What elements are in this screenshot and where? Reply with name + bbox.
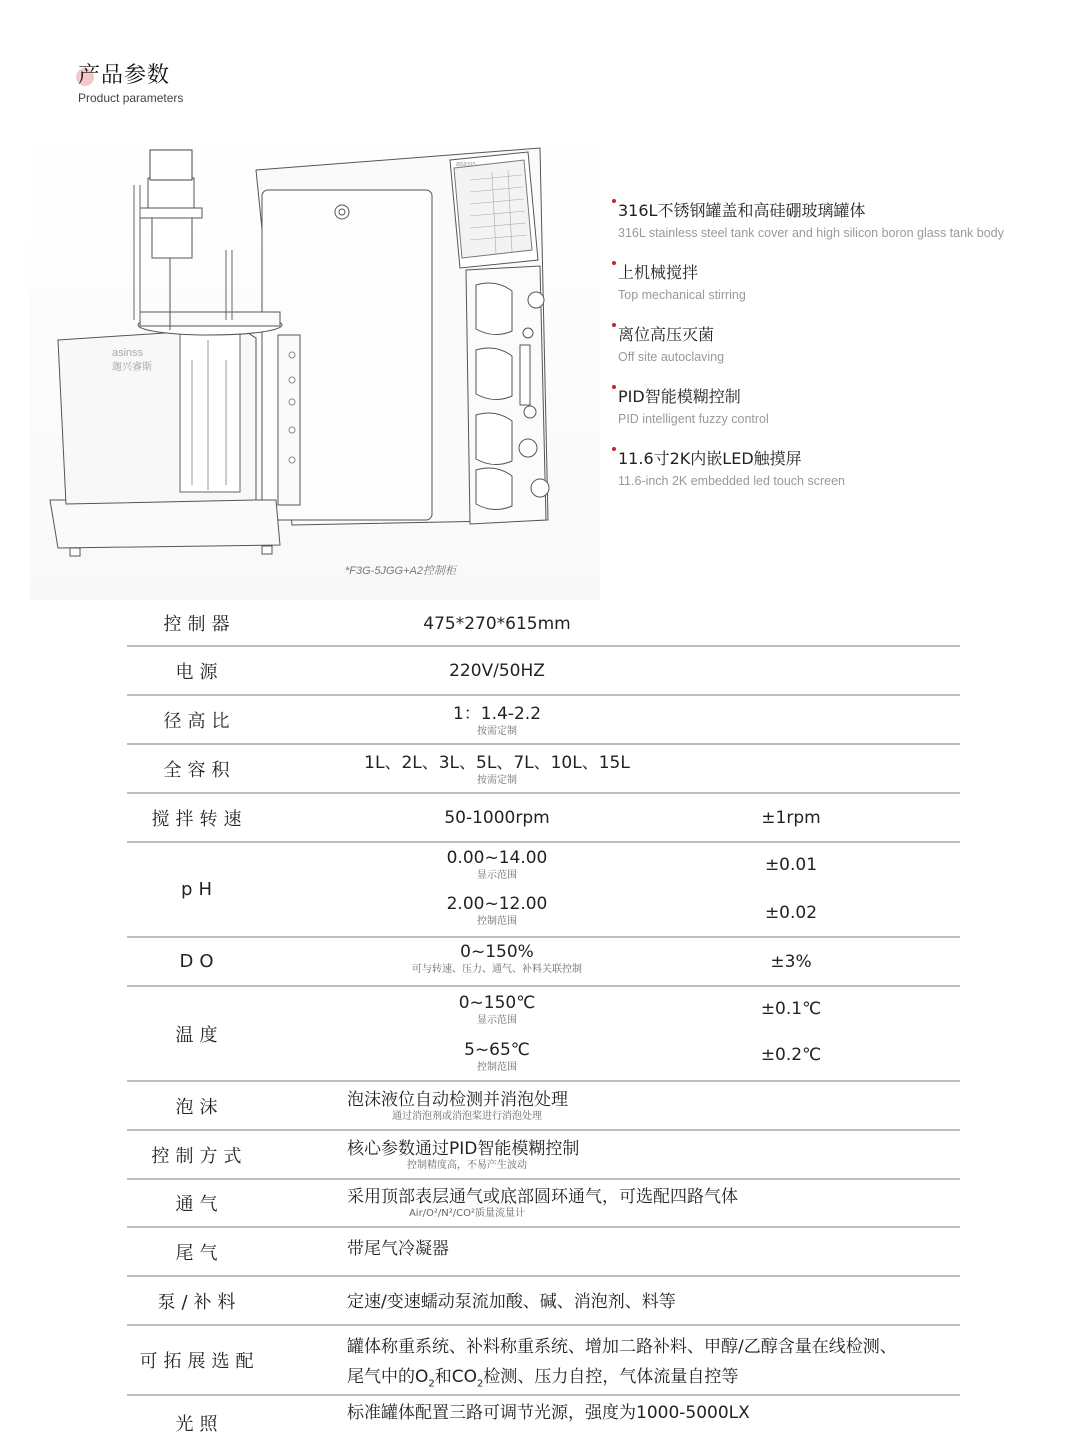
spec-accuracy: ±3% — [770, 952, 812, 972]
model-caption: *F3G-5JGG+A2控制柜 — [345, 565, 456, 577]
feature-desc: 11.6-inch 2K embedded led touch screen — [618, 474, 846, 488]
feature-item — [612, 322, 1004, 384]
bullet-dot — [612, 385, 616, 389]
spec-label: DO — [179, 951, 220, 972]
spec-row-pump — [127, 1277, 960, 1326]
spec-label: 控制器 — [163, 613, 236, 635]
spec-row-aeration — [127, 1180, 960, 1228]
feature-title: 11.6寸2K内嵌LED触摸屏 — [618, 449, 802, 468]
spec-row-controller — [127, 600, 960, 647]
spec-value: 0.00~14.00 显示范围 — [446, 848, 548, 881]
feature-item — [612, 384, 1004, 446]
spec-value: 1：1.4-2.2 按需定制 — [452, 704, 542, 737]
bioreactor-drawing — [30, 120, 600, 600]
bullet-dot — [612, 261, 616, 265]
spec-label: 搅拌转速 — [151, 808, 248, 830]
spec-value: 0~150% 可与转速、压力、通气、补料关联控制 — [412, 942, 582, 975]
spec-value: 2.00~12.00 控制范围 — [446, 894, 548, 927]
spec-value: 泡沫液位自动检测并消泡处理 通过消泡剂或消泡桨进行消泡处理 — [347, 1090, 568, 1122]
spec-value: 罐体称重系统、补料称重系统、增加二路补料、甲醇/乙醇含量在线检测、 尾气中的$O_2$和$CO_2$检测、压力自控，气体流量自控等 — [347, 1337, 897, 1390]
feature-desc: 316L stainless steel tank cover and high silicon boron glass tank body — [618, 226, 1004, 240]
feature-item — [612, 198, 1004, 260]
spec-label: 电源 — [175, 661, 224, 683]
spec-table — [127, 600, 960, 1436]
spec-value: 标准罐体配置三路可调节光源，强度为1000-5000LX — [347, 1403, 750, 1423]
spec-row-options — [127, 1326, 960, 1396]
brand-logo: asinss — [112, 347, 144, 359]
spec-value: 定速/变速蠕动泵流加酸、碱、消泡剂、料等 — [347, 1292, 676, 1312]
spec-row-do — [127, 938, 960, 987]
spec-label: 泡沫 — [175, 1096, 224, 1118]
product-illustration — [30, 120, 600, 600]
feature-desc: Off site autoclaving — [618, 350, 725, 364]
feature-item — [612, 446, 1004, 508]
bullet-dot — [612, 199, 616, 203]
bullet-dot — [612, 447, 616, 451]
bullet-dot — [612, 323, 616, 327]
spec-label: 温度 — [175, 1024, 224, 1046]
spec-label: 径高比 — [163, 710, 236, 732]
feature-title: 316L不锈钢罐盖和高硅硼玻璃罐体 — [618, 201, 866, 220]
spec-label: 控制方式 — [151, 1145, 248, 1167]
feature-title: 离位高压灭菌 — [618, 325, 715, 344]
spec-row-foam — [127, 1082, 960, 1131]
feature-desc: Top mechanical stirring — [618, 288, 746, 302]
spec-row-stirring — [127, 794, 960, 843]
spec-label: 尾气 — [175, 1242, 224, 1264]
feature-item — [612, 260, 1004, 322]
spec-row-light — [127, 1396, 960, 1436]
spec-value: 475*270*615mm — [423, 614, 571, 634]
feature-list — [612, 198, 1004, 508]
spec-label: 全容积 — [163, 759, 236, 781]
spec-value: 5~65℃ 控制范围 — [464, 1040, 530, 1073]
spec-accuracy: ±1rpm — [761, 808, 821, 828]
spec-label: 光照 — [175, 1414, 224, 1435]
section-header — [78, 58, 183, 105]
spec-label: pH — [181, 879, 218, 900]
brand-logo-cn: 迦兴睿斯 — [112, 362, 152, 373]
spec-row-ph — [127, 843, 960, 938]
brand-logo-cabinet: asinss — [456, 161, 476, 168]
spec-accuracy: ±0.2℃ — [760, 1045, 822, 1065]
spec-row-volume — [127, 745, 960, 794]
page-subtitle: Product parameters — [78, 91, 184, 105]
spec-value: 220V/50HZ — [449, 661, 545, 681]
spec-label: 泵/补料 — [157, 1291, 242, 1313]
spec-row-control-mode — [127, 1131, 960, 1180]
spec-accuracy: ±0.1℃ — [760, 999, 822, 1019]
spec-value: 带尾气冷凝器 — [347, 1239, 449, 1259]
spec-value: 50-1000rpm — [444, 808, 550, 828]
spec-label: 可拓展选配 — [139, 1351, 260, 1372]
feature-title: 上机械搅拌 — [618, 263, 699, 282]
page-title: 产品参数 — [78, 63, 171, 88]
spec-row-ratio — [127, 696, 960, 745]
spec-value: 0~150℃ 显示范围 — [458, 993, 536, 1026]
spec-value: 1L、2L、3L、5L、7L、10L、15L 按需定制 — [364, 753, 630, 786]
spec-value: 核心参数通过PID智能模糊控制 控制精度高，不易产生波动 — [347, 1139, 580, 1171]
spec-row-exhaust — [127, 1228, 960, 1277]
spec-accuracy: ±0.02 — [764, 903, 818, 923]
spec-row-power — [127, 647, 960, 696]
spec-row-temp — [127, 987, 960, 1082]
feature-desc: PID intelligent fuzzy control — [618, 412, 769, 426]
feature-title: PID智能模糊控制 — [618, 387, 741, 406]
spec-accuracy: ±0.01 — [764, 855, 818, 875]
spec-label: 通气 — [175, 1194, 224, 1215]
spec-value: 采用顶部表层通气或底部圆环通气，可选配四路气体 Air/O²/N²/CO²质量流量计 — [347, 1187, 738, 1219]
